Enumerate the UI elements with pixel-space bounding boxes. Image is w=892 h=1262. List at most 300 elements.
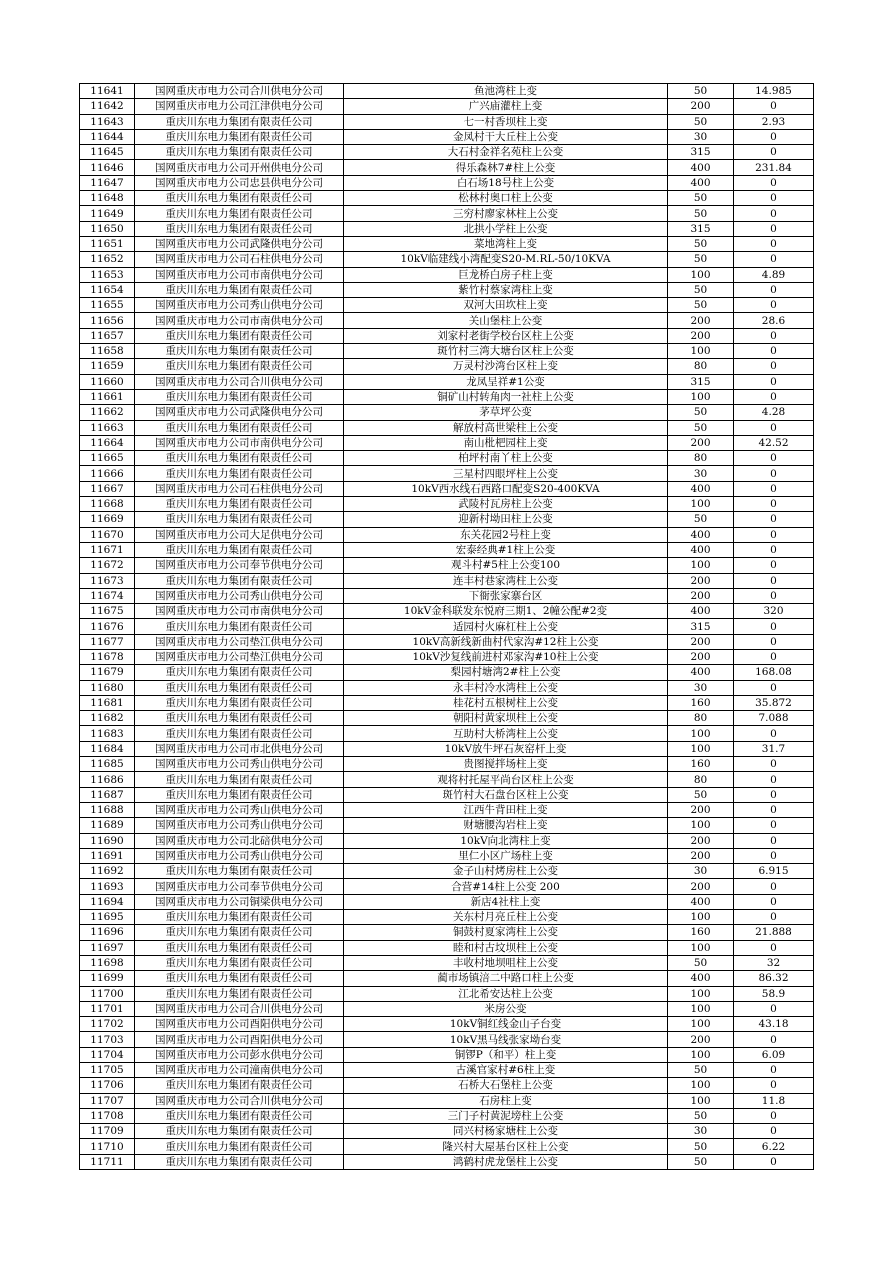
table-row	[80, 741, 814, 756]
row-number-cell: 11669	[80, 512, 135, 527]
transformer-name-cell: 观斗村#5柱上公变100	[344, 558, 668, 573]
table-row	[80, 466, 814, 481]
company-cell: 国网重庆市电力公司市南供电分公司	[135, 435, 344, 450]
table-row	[80, 313, 814, 328]
transformer-name-cell: 江北希安达柱上公变	[344, 986, 668, 1001]
capacity-cell: 50	[668, 236, 734, 251]
capacity-cell: 400	[668, 527, 734, 542]
company-cell: 重庆川东电力集团有限责任公司	[135, 711, 344, 726]
table-row	[80, 252, 814, 267]
capacity-cell: 400	[668, 604, 734, 619]
capacity-cell: 100	[668, 741, 734, 756]
value-cell: 35.872	[734, 695, 814, 710]
company-cell: 国网重庆市电力公司江津供电分公司	[135, 99, 344, 114]
company-cell: 国网重庆市电力公司市南供电分公司	[135, 267, 344, 282]
table-row	[80, 1108, 814, 1123]
value-cell: 11.8	[734, 1093, 814, 1108]
capacity-cell: 100	[668, 344, 734, 359]
company-cell: 国网重庆市电力公司忠县供电分公司	[135, 175, 344, 190]
row-number-cell: 11697	[80, 940, 135, 955]
transformer-name-cell: 适园村火麻杠柱上公变	[344, 619, 668, 634]
table-row	[80, 1093, 814, 1108]
company-cell: 重庆川东电力集团有限责任公司	[135, 1078, 344, 1093]
capacity-cell: 160	[668, 925, 734, 940]
value-cell: 0	[734, 344, 814, 359]
table-row	[80, 833, 814, 848]
row-number-cell: 11698	[80, 955, 135, 970]
row-number-cell: 11672	[80, 558, 135, 573]
transformer-name-cell: 连丰村巷家湾柱上公变	[344, 573, 668, 588]
row-number-cell: 11709	[80, 1124, 135, 1139]
row-number-cell: 11676	[80, 619, 135, 634]
value-cell: 0	[734, 1001, 814, 1016]
value-cell: 0	[734, 879, 814, 894]
row-number-cell: 11683	[80, 726, 135, 741]
row-number-cell: 11647	[80, 175, 135, 190]
company-cell: 国网重庆市电力公司秀山供电分公司	[135, 588, 344, 603]
table-row	[80, 772, 814, 787]
value-cell: 43.18	[734, 1017, 814, 1032]
capacity-cell: 50	[668, 512, 734, 527]
capacity-cell: 30	[668, 864, 734, 879]
table-row	[80, 1154, 814, 1169]
table-row	[80, 99, 814, 114]
transformer-name-cell: 永丰村冷水湾柱上公变	[344, 680, 668, 695]
company-cell: 重庆川东电力集团有限责任公司	[135, 986, 344, 1001]
transformer-name-cell: 朝阳村黄家坝柱上公变	[344, 711, 668, 726]
transformer-name-cell: 睦和村古坟坝柱上公变	[344, 940, 668, 955]
value-cell: 0	[734, 328, 814, 343]
transformer-name-cell: 金子山村烤房柱上公变	[344, 864, 668, 879]
row-number-cell: 11660	[80, 374, 135, 389]
company-cell: 国网重庆市电力公司秀山供电分公司	[135, 848, 344, 863]
row-number-cell: 11646	[80, 160, 135, 175]
value-cell: 6.09	[734, 1047, 814, 1062]
transformer-name-cell: 菜地湾柱上变	[344, 236, 668, 251]
value-cell: 0	[734, 588, 814, 603]
table-row	[80, 389, 814, 404]
value-cell: 0	[734, 1032, 814, 1047]
value-cell: 0	[734, 420, 814, 435]
capacity-cell: 100	[668, 1093, 734, 1108]
table-row	[80, 1032, 814, 1047]
value-cell: 0	[734, 1154, 814, 1169]
table-row	[80, 282, 814, 297]
value-cell: 0	[734, 451, 814, 466]
row-number-cell: 11665	[80, 451, 135, 466]
transformer-name-cell: 财塘腰沟岩柱上变	[344, 818, 668, 833]
value-cell: 0	[734, 359, 814, 374]
transformer-name-cell: 观将村托屋平尚台区柱上公变	[344, 772, 668, 787]
capacity-cell: 50	[668, 955, 734, 970]
value-cell: 0	[734, 374, 814, 389]
row-number-cell: 11668	[80, 497, 135, 512]
transformer-name-cell: 丰收村地坝咀柱上公变	[344, 955, 668, 970]
row-number-cell: 11693	[80, 879, 135, 894]
capacity-cell: 100	[668, 1078, 734, 1093]
table-row	[80, 588, 814, 603]
row-number-cell: 11684	[80, 741, 135, 756]
company-cell: 国网重庆市电力公司彭水供电分公司	[135, 1047, 344, 1062]
transformer-name-cell: 10kV西水线石西路口配变S20-400KVA	[344, 481, 668, 496]
row-number-cell: 11657	[80, 328, 135, 343]
transformer-name-cell: 铜矿山村转角肉一社柱上公变	[344, 389, 668, 404]
value-cell: 0	[734, 619, 814, 634]
row-number-cell: 11656	[80, 313, 135, 328]
row-number-cell: 11705	[80, 1063, 135, 1078]
row-number-cell: 11663	[80, 420, 135, 435]
capacity-cell: 50	[668, 1063, 734, 1078]
table-row	[80, 267, 814, 282]
table-row	[80, 757, 814, 772]
value-cell: 0	[734, 757, 814, 772]
company-cell: 重庆川东电力集团有限责任公司	[135, 695, 344, 710]
value-cell: 58.9	[734, 986, 814, 1001]
capacity-cell: 400	[668, 894, 734, 909]
row-number-cell: 11644	[80, 129, 135, 144]
table-row	[80, 925, 814, 940]
transformer-name-cell: 龙凤呈祥#1公变	[344, 374, 668, 389]
row-number-cell: 11687	[80, 787, 135, 802]
row-number-cell: 11711	[80, 1154, 135, 1169]
transformer-name-cell: 桂花村五根树柱上公变	[344, 695, 668, 710]
capacity-cell: 400	[668, 542, 734, 557]
value-cell: 0	[734, 129, 814, 144]
row-number-cell: 11666	[80, 466, 135, 481]
capacity-cell: 200	[668, 588, 734, 603]
value-cell: 0	[734, 252, 814, 267]
table-row	[80, 573, 814, 588]
value-cell: 7.088	[734, 711, 814, 726]
transformer-name-cell: 解放村高世梁柱上公变	[344, 420, 668, 435]
company-cell: 重庆川东电力集团有限责任公司	[135, 542, 344, 557]
capacity-cell: 30	[668, 466, 734, 481]
capacity-cell: 200	[668, 879, 734, 894]
capacity-cell: 100	[668, 1017, 734, 1032]
company-cell: 国网重庆市电力公司北碚供电分公司	[135, 833, 344, 848]
company-cell: 重庆川东电力集团有限责任公司	[135, 420, 344, 435]
capacity-cell: 100	[668, 910, 734, 925]
value-cell: 0	[734, 389, 814, 404]
table-row	[80, 818, 814, 833]
company-cell: 重庆川东电力集团有限责任公司	[135, 191, 344, 206]
row-number-cell: 11678	[80, 649, 135, 664]
row-number-cell: 11694	[80, 894, 135, 909]
table-row	[80, 420, 814, 435]
transformer-name-cell: 三星村四眼坪柱上公变	[344, 466, 668, 481]
table-row	[80, 160, 814, 175]
capacity-cell: 400	[668, 481, 734, 496]
table-row	[80, 1063, 814, 1078]
value-cell: 0	[734, 206, 814, 221]
row-number-cell: 11685	[80, 757, 135, 772]
transformer-name-cell: 紫竹村蔡家湾柱上变	[344, 282, 668, 297]
transformer-name-cell: 10kV向北湾柱上变	[344, 833, 668, 848]
table-row	[80, 971, 814, 986]
table-row	[80, 527, 814, 542]
value-cell: 32	[734, 955, 814, 970]
capacity-cell: 50	[668, 1139, 734, 1154]
value-cell: 0	[734, 466, 814, 481]
value-cell: 86.32	[734, 971, 814, 986]
company-cell: 国网重庆市电力公司合川供电分公司	[135, 84, 344, 99]
capacity-cell: 50	[668, 252, 734, 267]
table-row	[80, 512, 814, 527]
table-row	[80, 1001, 814, 1016]
capacity-cell: 80	[668, 359, 734, 374]
row-number-cell: 11682	[80, 711, 135, 726]
capacity-cell: 100	[668, 497, 734, 512]
row-number-cell: 11651	[80, 236, 135, 251]
table-row	[80, 359, 814, 374]
value-cell: 14.985	[734, 84, 814, 99]
transformer-name-cell: 松林村奥口柱上公变	[344, 191, 668, 206]
value-cell: 0	[734, 649, 814, 664]
row-number-cell: 11652	[80, 252, 135, 267]
capacity-cell: 50	[668, 282, 734, 297]
table-row	[80, 1017, 814, 1032]
table-row	[80, 451, 814, 466]
company-cell: 重庆川东电力集团有限责任公司	[135, 665, 344, 680]
capacity-cell: 100	[668, 726, 734, 741]
company-cell: 国网重庆市电力公司石柱供电分公司	[135, 481, 344, 496]
company-cell: 重庆川东电力集团有限责任公司	[135, 145, 344, 160]
value-cell: 0	[734, 282, 814, 297]
capacity-cell: 200	[668, 435, 734, 450]
capacity-cell: 315	[668, 619, 734, 634]
company-cell: 国网重庆市电力公司潼南供电分公司	[135, 1063, 344, 1078]
capacity-cell: 200	[668, 649, 734, 664]
value-cell: 0	[734, 726, 814, 741]
capacity-cell: 400	[668, 175, 734, 190]
company-cell: 国网重庆市电力公司垫江供电分公司	[135, 649, 344, 664]
table-row	[80, 558, 814, 573]
capacity-cell: 80	[668, 772, 734, 787]
row-number-cell: 11667	[80, 481, 135, 496]
table-row	[80, 497, 814, 512]
transformer-name-cell: 巨龙桥白房子柱上变	[344, 267, 668, 282]
company-cell: 重庆川东电力集团有限责任公司	[135, 282, 344, 297]
company-cell: 国网重庆市电力公司合川供电分公司	[135, 374, 344, 389]
data-table	[79, 83, 814, 1170]
company-cell: 重庆川东电力集团有限责任公司	[135, 955, 344, 970]
value-cell: 0	[734, 99, 814, 114]
company-cell: 国网重庆市电力公司石柱供电分公司	[135, 252, 344, 267]
transformer-name-cell: 东关花园2号柱上变	[344, 527, 668, 542]
table-row	[80, 604, 814, 619]
row-number-cell: 11677	[80, 634, 135, 649]
capacity-cell: 200	[668, 328, 734, 343]
transformer-name-cell: 茅草坪公变	[344, 405, 668, 420]
capacity-cell: 100	[668, 986, 734, 1001]
company-cell: 重庆川东电力集团有限责任公司	[135, 221, 344, 236]
transformer-name-cell: 鸿鹤村虎龙堡柱上公变	[344, 1154, 668, 1169]
value-cell: 0	[734, 145, 814, 160]
company-cell: 国网重庆市电力公司秀山供电分公司	[135, 757, 344, 772]
value-cell: 0	[734, 818, 814, 833]
company-cell: 国网重庆市电力公司开州供电分公司	[135, 160, 344, 175]
row-number-cell: 11679	[80, 665, 135, 680]
transformer-name-cell: 10kV金科联发东悦府三期1、2幢公配#2变	[344, 604, 668, 619]
value-cell: 21.888	[734, 925, 814, 940]
table-row	[80, 665, 814, 680]
value-cell: 42.52	[734, 435, 814, 450]
value-cell: 0	[734, 497, 814, 512]
capacity-cell: 100	[668, 1001, 734, 1016]
company-cell: 重庆川东电力集团有限责任公司	[135, 1154, 344, 1169]
row-number-cell: 11664	[80, 435, 135, 450]
table-row	[80, 680, 814, 695]
transformer-name-cell: 武陵村瓦房柱上公变	[344, 497, 668, 512]
company-cell: 重庆川东电力集团有限责任公司	[135, 680, 344, 695]
company-cell: 国网重庆市电力公司秀山供电分公司	[135, 818, 344, 833]
row-number-cell: 11703	[80, 1032, 135, 1047]
transformer-name-cell: 合营#14柱上公变 200	[344, 879, 668, 894]
capacity-cell: 100	[668, 1047, 734, 1062]
table-row	[80, 802, 814, 817]
company-cell: 国网重庆市电力公司市北供电分公司	[135, 741, 344, 756]
capacity-cell: 50	[668, 298, 734, 313]
company-cell: 重庆川东电力集团有限责任公司	[135, 1139, 344, 1154]
company-cell: 国网重庆市电力公司市南供电分公司	[135, 604, 344, 619]
capacity-cell: 400	[668, 160, 734, 175]
capacity-cell: 200	[668, 634, 734, 649]
table-row	[80, 894, 814, 909]
transformer-name-cell: 10kV放牛坪石灰窑杆上变	[344, 741, 668, 756]
capacity-cell: 200	[668, 573, 734, 588]
capacity-cell: 100	[668, 558, 734, 573]
company-cell: 国网重庆市电力公司奉节供电分公司	[135, 879, 344, 894]
value-cell: 0	[734, 191, 814, 206]
company-cell: 重庆川东电力集团有限责任公司	[135, 114, 344, 129]
value-cell: 168.08	[734, 665, 814, 680]
transformer-name-cell: 同兴村杨家塘柱上公变	[344, 1124, 668, 1139]
transformer-name-cell: 七一村香坝柱上变	[344, 114, 668, 129]
transformer-name-cell: 隆兴村大屋基台区柱上公变	[344, 1139, 668, 1154]
transformer-name-cell: 广兴庙灌柱上变	[344, 99, 668, 114]
company-cell: 重庆川东电力集团有限责任公司	[135, 389, 344, 404]
transformer-name-cell: 蔺市场镇涪二中路口柱上公变	[344, 971, 668, 986]
capacity-cell: 200	[668, 802, 734, 817]
capacity-cell: 200	[668, 848, 734, 863]
table-row	[80, 864, 814, 879]
value-cell: 4.89	[734, 267, 814, 282]
transformer-name-cell: 里仁小区广场柱上变	[344, 848, 668, 863]
capacity-cell: 315	[668, 145, 734, 160]
transformer-name-cell: 万灵村沙湾台区柱上变	[344, 359, 668, 374]
table-row	[80, 435, 814, 450]
company-cell: 重庆川东电力集团有限责任公司	[135, 910, 344, 925]
transformer-name-cell: 得乐森林7#柱上公变	[344, 160, 668, 175]
row-number-cell: 11650	[80, 221, 135, 236]
row-number-cell: 11702	[80, 1017, 135, 1032]
transformer-name-cell: 柏坪村南丫柱上公变	[344, 451, 668, 466]
row-number-cell: 11701	[80, 1001, 135, 1016]
company-cell: 重庆川东电力集团有限责任公司	[135, 328, 344, 343]
row-number-cell: 11692	[80, 864, 135, 879]
capacity-cell: 30	[668, 680, 734, 695]
value-cell: 0	[734, 542, 814, 557]
row-number-cell: 11706	[80, 1078, 135, 1093]
table-row	[80, 405, 814, 420]
transformer-name-cell: 石房柱上变	[344, 1093, 668, 1108]
value-cell: 0	[734, 558, 814, 573]
row-number-cell: 11649	[80, 206, 135, 221]
value-cell: 231.84	[734, 160, 814, 175]
table-row	[80, 726, 814, 741]
company-cell: 国网重庆市电力公司武隆供电分公司	[135, 405, 344, 420]
value-cell: 0	[734, 1124, 814, 1139]
row-number-cell: 11707	[80, 1093, 135, 1108]
transformer-name-cell: 梨园村塘湾2#柱上公变	[344, 665, 668, 680]
row-number-cell: 11648	[80, 191, 135, 206]
transformer-name-cell: 白石场18号柱上公变	[344, 175, 668, 190]
value-cell: 0	[734, 236, 814, 251]
value-cell: 0	[734, 1063, 814, 1078]
capacity-cell: 50	[668, 1108, 734, 1123]
transformer-name-cell: 斑竹村三湾大塘台区柱上公变	[344, 344, 668, 359]
table-body	[80, 84, 814, 1170]
row-number-cell: 11680	[80, 680, 135, 695]
table-row	[80, 940, 814, 955]
row-number-cell: 11696	[80, 925, 135, 940]
company-cell: 重庆川东电力集团有限责任公司	[135, 1108, 344, 1123]
company-cell: 重庆川东电力集团有限责任公司	[135, 573, 344, 588]
table-row	[80, 84, 814, 99]
transformer-name-cell: 10kV铜红线金山子台变	[344, 1017, 668, 1032]
value-cell: 0	[734, 527, 814, 542]
value-cell: 0	[734, 1108, 814, 1123]
capacity-cell: 80	[668, 451, 734, 466]
transformer-name-cell: 三穷村廖家林柱上公变	[344, 206, 668, 221]
value-cell: 320	[734, 604, 814, 619]
capacity-cell: 80	[668, 711, 734, 726]
value-cell: 0	[734, 772, 814, 787]
transformer-name-cell: 鱼池湾柱上变	[344, 84, 668, 99]
table-row	[80, 298, 814, 313]
capacity-cell: 100	[668, 389, 734, 404]
capacity-cell: 400	[668, 665, 734, 680]
table-row	[80, 619, 814, 634]
row-number-cell: 11645	[80, 145, 135, 160]
value-cell: 4.28	[734, 405, 814, 420]
capacity-cell: 100	[668, 940, 734, 955]
value-cell: 0	[734, 1078, 814, 1093]
transformer-name-cell: 关山堡柱上公变	[344, 313, 668, 328]
company-cell: 国网重庆市电力公司铜梁供电分公司	[135, 894, 344, 909]
row-number-cell: 11653	[80, 267, 135, 282]
value-cell: 0	[734, 910, 814, 925]
transformer-name-cell: 迎新村坳田柱上公变	[344, 512, 668, 527]
table-row	[80, 481, 814, 496]
transformer-name-cell: 北拱小学柱上公变	[344, 221, 668, 236]
row-number-cell: 11659	[80, 359, 135, 374]
row-number-cell: 11695	[80, 910, 135, 925]
capacity-cell: 200	[668, 1032, 734, 1047]
table-row	[80, 236, 814, 251]
transformer-name-cell: 10kV沙复线前进村邓家沟#10柱上公变	[344, 649, 668, 664]
company-cell: 国网重庆市电力公司秀山供电分公司	[135, 802, 344, 817]
company-cell: 重庆川东电力集团有限责任公司	[135, 497, 344, 512]
capacity-cell: 100	[668, 267, 734, 282]
value-cell: 2.93	[734, 114, 814, 129]
transformer-name-cell: 石桥大石堡柱上公变	[344, 1078, 668, 1093]
table-row	[80, 955, 814, 970]
row-number-cell: 11671	[80, 542, 135, 557]
table-row	[80, 1078, 814, 1093]
company-cell: 国网重庆市电力公司合川供电分公司	[135, 1001, 344, 1016]
transformer-name-cell: 互助村大桥湾柱上公变	[344, 726, 668, 741]
